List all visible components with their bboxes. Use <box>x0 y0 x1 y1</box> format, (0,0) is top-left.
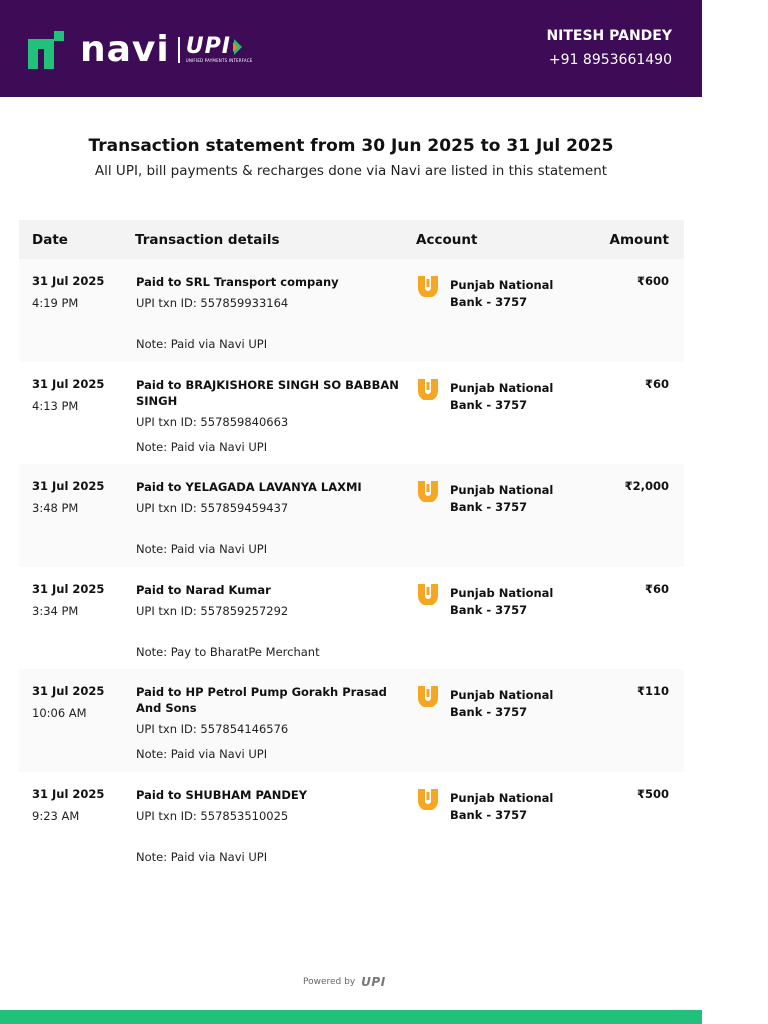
table-header <box>19 220 684 259</box>
upi-arrow-icon <box>233 39 243 55</box>
table-row <box>19 362 684 465</box>
column-header-amount: Amount <box>609 232 669 248</box>
row-date: 31 Jul 2025 <box>32 786 105 801</box>
row-bank-account: Punjab National Bank - 3757 <box>450 278 554 309</box>
row-time: 3:34 PM <box>32 603 79 618</box>
row-bank-account: Punjab National Bank - 3757 <box>450 585 554 617</box>
row-note: Note: Paid via Navi UPI <box>136 542 268 556</box>
row-bank-account: Punjab National Bank - 3757 <box>450 380 554 412</box>
row-note: Note: Paid via Navi UPI <box>136 849 268 864</box>
column-header-account: Account <box>416 232 478 248</box>
user-name: NITESH PANDEY <box>546 28 672 44</box>
header-bar <box>0 0 702 97</box>
row-bank-account: Punjab National Bank - 3757 <box>450 790 554 822</box>
row-details <box>136 479 401 563</box>
row-amount: ₹110 <box>636 684 669 698</box>
powered-by <box>303 975 386 989</box>
upi-logo-text: UPI <box>185 34 231 59</box>
row-details <box>136 582 401 666</box>
row-note: Note: Paid via Navi UPI <box>136 747 268 761</box>
row-time: 4:13 PM <box>32 398 79 413</box>
row-date: 31 Jul 2025 <box>32 274 105 288</box>
row-date: 31 Jul 2025 <box>32 376 105 391</box>
row-payee: Paid to SHUBHAM PANDEY <box>136 787 308 802</box>
row-time: 4:19 PM <box>32 296 79 310</box>
row-txn-id: UPI txn ID: 557854146576 <box>136 722 289 736</box>
row-txn-id: UPI txn ID: 557859459437 <box>136 501 289 515</box>
row-payee: Paid to SRL Transport company <box>136 275 339 289</box>
table-row <box>19 567 684 670</box>
row-details <box>136 684 401 768</box>
column-header-date: Date <box>32 232 68 248</box>
upi-subtext: UNIFIED PAYMENTS INTERFACE <box>185 58 253 63</box>
table-row <box>19 259 684 362</box>
table-row <box>19 772 684 875</box>
statement-subtitle: All UPI, bill payments & recharges done via Navi are listed in this statement <box>94 163 608 179</box>
row-note: Note: Pay to BharatPe Merchant <box>136 644 320 659</box>
row-date: 31 Jul 2025 <box>32 479 105 493</box>
pnb-bank-icon <box>417 480 439 502</box>
column-header-details: Transaction details <box>135 232 280 248</box>
user-info <box>546 26 672 70</box>
row-payee: Paid to YELAGADA LAVANYA LAXMI <box>136 480 362 494</box>
navi-n-icon <box>28 31 66 69</box>
navi-brand-text: navi <box>80 29 170 70</box>
row-time: 10:06 AM <box>32 706 87 720</box>
pnb-bank-icon <box>417 583 439 605</box>
row-amount: ₹500 <box>636 786 669 801</box>
footer-upi-logo: UPI <box>361 975 386 989</box>
row-bank-account: Punjab National Bank - 3757 <box>450 483 554 514</box>
user-phone: +91 8953661490 <box>548 52 672 68</box>
table-row <box>19 669 684 772</box>
row-note: Note: Paid via Navi UPI <box>136 439 268 454</box>
transaction-list <box>19 259 684 874</box>
upi-logo <box>186 36 253 64</box>
pnb-bank-icon <box>417 685 439 707</box>
row-txn-id: UPI txn ID: 557859933164 <box>136 296 289 310</box>
row-txn-id: UPI txn ID: 557859840663 <box>136 414 289 429</box>
row-amount: ₹2,000 <box>624 479 669 493</box>
pnb-bank-icon <box>417 788 439 810</box>
footer-bar <box>0 1010 702 1024</box>
row-payee: Paid to HP Petrol Pump Gorakh Prasad And Sons <box>136 685 387 715</box>
row-note: Note: Paid via Navi UPI <box>136 337 268 351</box>
logo-divider <box>178 37 180 63</box>
statement-title: Transaction statement from 30 Jun 2025 to 31 Jul 2025 <box>88 136 614 156</box>
row-txn-id: UPI txn ID: 557853510025 <box>136 808 289 823</box>
row-details <box>136 377 401 461</box>
row-amount: ₹60 <box>644 581 669 596</box>
row-bank-account: Punjab National Bank - 3757 <box>450 688 554 719</box>
row-time: 3:48 PM <box>32 501 79 515</box>
navi-logo <box>28 30 253 70</box>
powered-by-label: Powered by <box>303 977 356 987</box>
row-date: 31 Jul 2025 <box>32 684 105 698</box>
table-row <box>19 464 684 567</box>
pnb-bank-icon <box>417 275 439 297</box>
row-date: 31 Jul 2025 <box>32 581 105 596</box>
row-amount: ₹600 <box>636 274 669 288</box>
row-payee: Paid to BRAJKISHORE SINGH SO BABBAN SINGH <box>136 377 399 408</box>
pnb-bank-icon <box>417 378 439 400</box>
row-details <box>136 274 401 358</box>
row-time: 9:23 AM <box>32 808 80 823</box>
row-details <box>136 787 401 871</box>
row-amount: ₹60 <box>644 376 669 391</box>
row-payee: Paid to Narad Kumar <box>136 582 271 597</box>
row-txn-id: UPI txn ID: 557859257292 <box>136 603 289 618</box>
